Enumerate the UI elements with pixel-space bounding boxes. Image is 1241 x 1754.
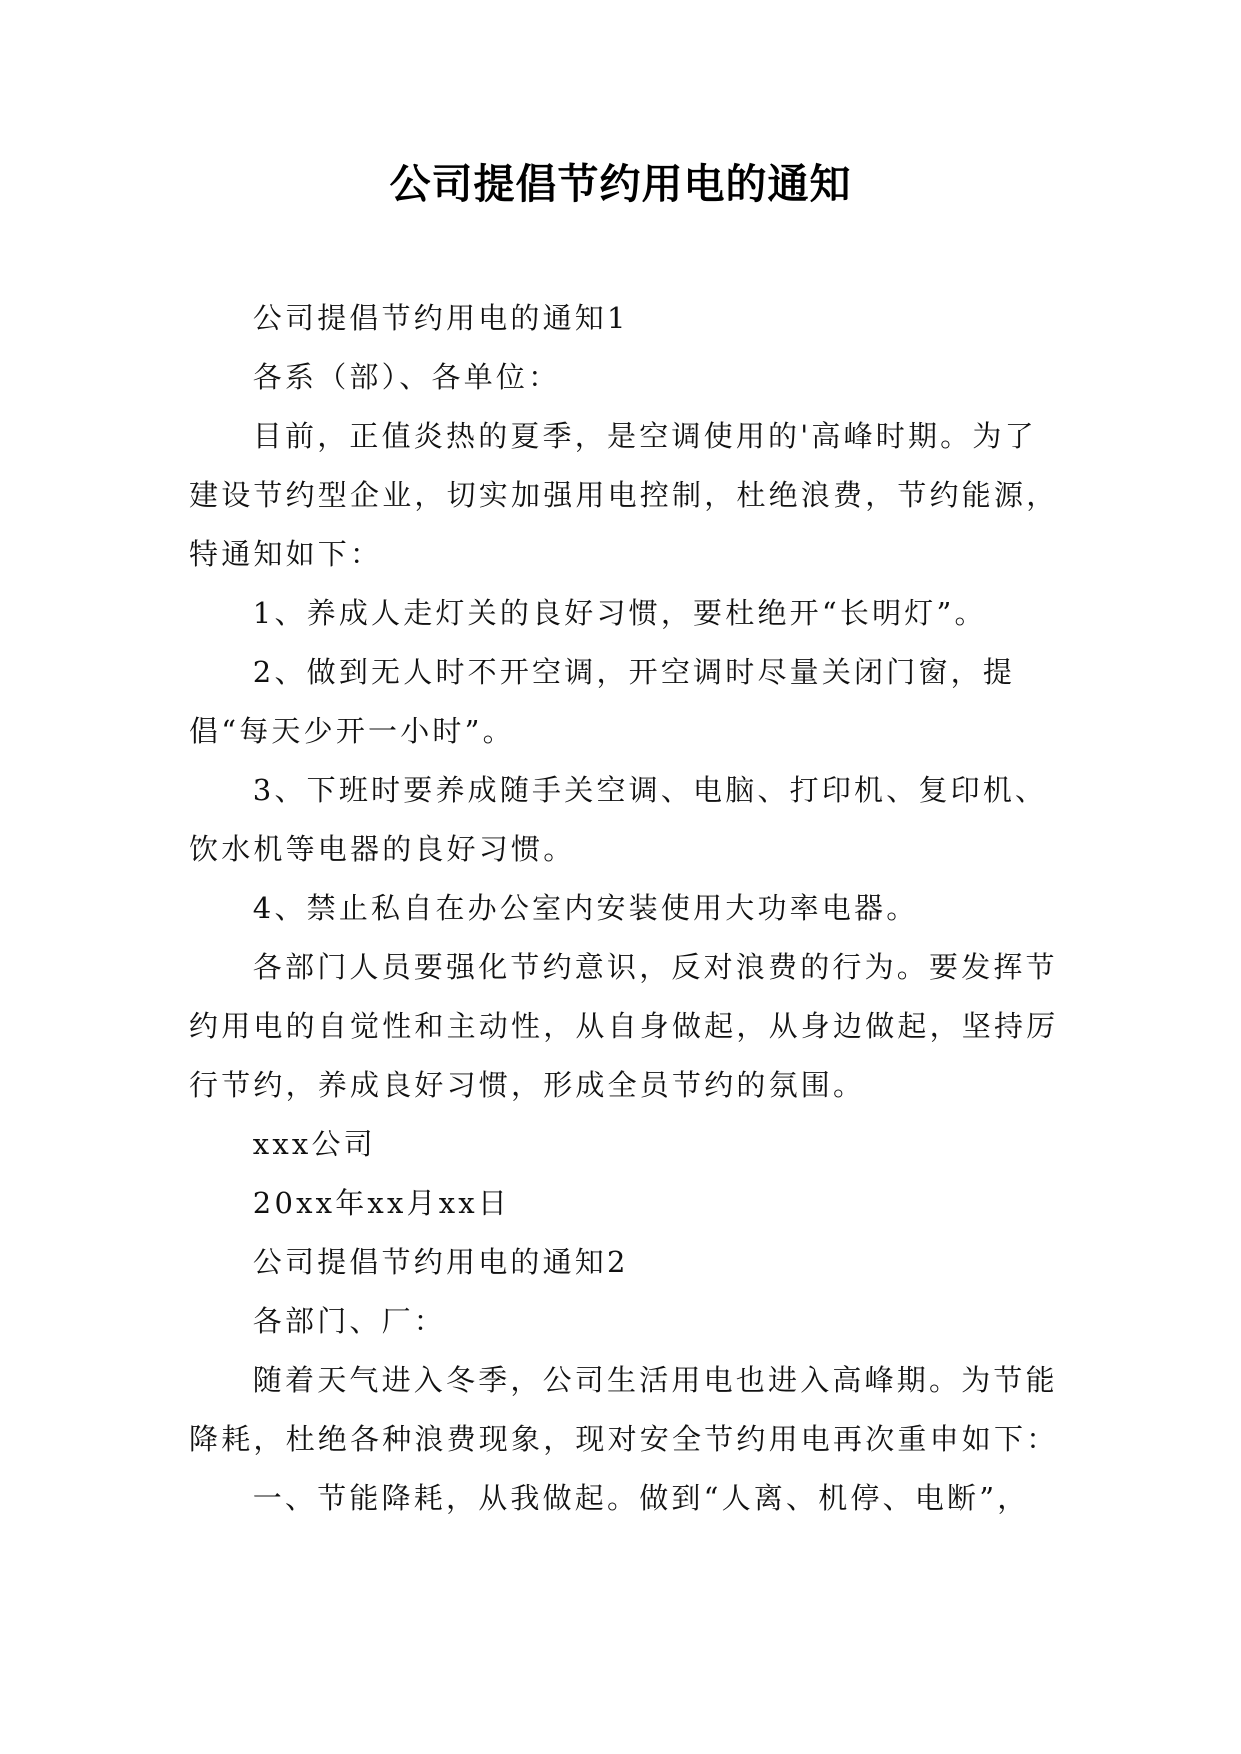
- paragraph: 各部门人员要强化节约意识，反对浪费的行为。要发挥节约用电的自觉性和主动性，从自身做起，从身边做起，坚持厉行节约，养成良好习惯，形成全员节约的氛围。: [189, 950, 1059, 1102]
- salutation: 各系（部）、各单位：: [252, 360, 561, 394]
- list-item: 3、下班时要养成随手关空调、电脑、打印机、复印机、饮水机等电器的良好习惯。: [189, 773, 1048, 866]
- list-item: 一、节能降耗，从我做起。做到“人离、机停、电断”，: [252, 1481, 1030, 1515]
- document-title: 公司提倡节约用电的通知: [389, 160, 852, 208]
- notice-2-heading: 公司提倡节约用电的通知2: [252, 1245, 629, 1279]
- document-body: [189, 289, 1059, 1528]
- paragraph: 随着天气进入冬季，公司生活用电也进入高峰期。为节能降耗，杜绝各种浪费现象，现对安全节约用电再次重申如下：: [189, 1363, 1059, 1456]
- salutation: 各部门、厂：: [252, 1304, 446, 1338]
- list-item: 1、养成人走灯关的良好习惯，要杜绝开“长明灯”。: [252, 596, 987, 630]
- notice-1-heading: 公司提倡节约用电的通知1: [252, 301, 629, 335]
- signature-date: 20xx年xx月xx日: [252, 1186, 511, 1220]
- paragraph: 目前，正值炎热的夏季，是空调使用的'高峰时期。为了建设节约型企业，切实加强用电控制，杜绝浪费，节约能源，特通知如下：: [189, 419, 1059, 571]
- list-item: 2、做到无人时不开空调，开空调时尽量关闭门窗，提倡“每天少开一小时”。: [189, 655, 1016, 748]
- list-item: 4、禁止私自在办公室内安装使用大功率电器。: [252, 891, 919, 925]
- signature-company: xxx公司: [252, 1127, 376, 1161]
